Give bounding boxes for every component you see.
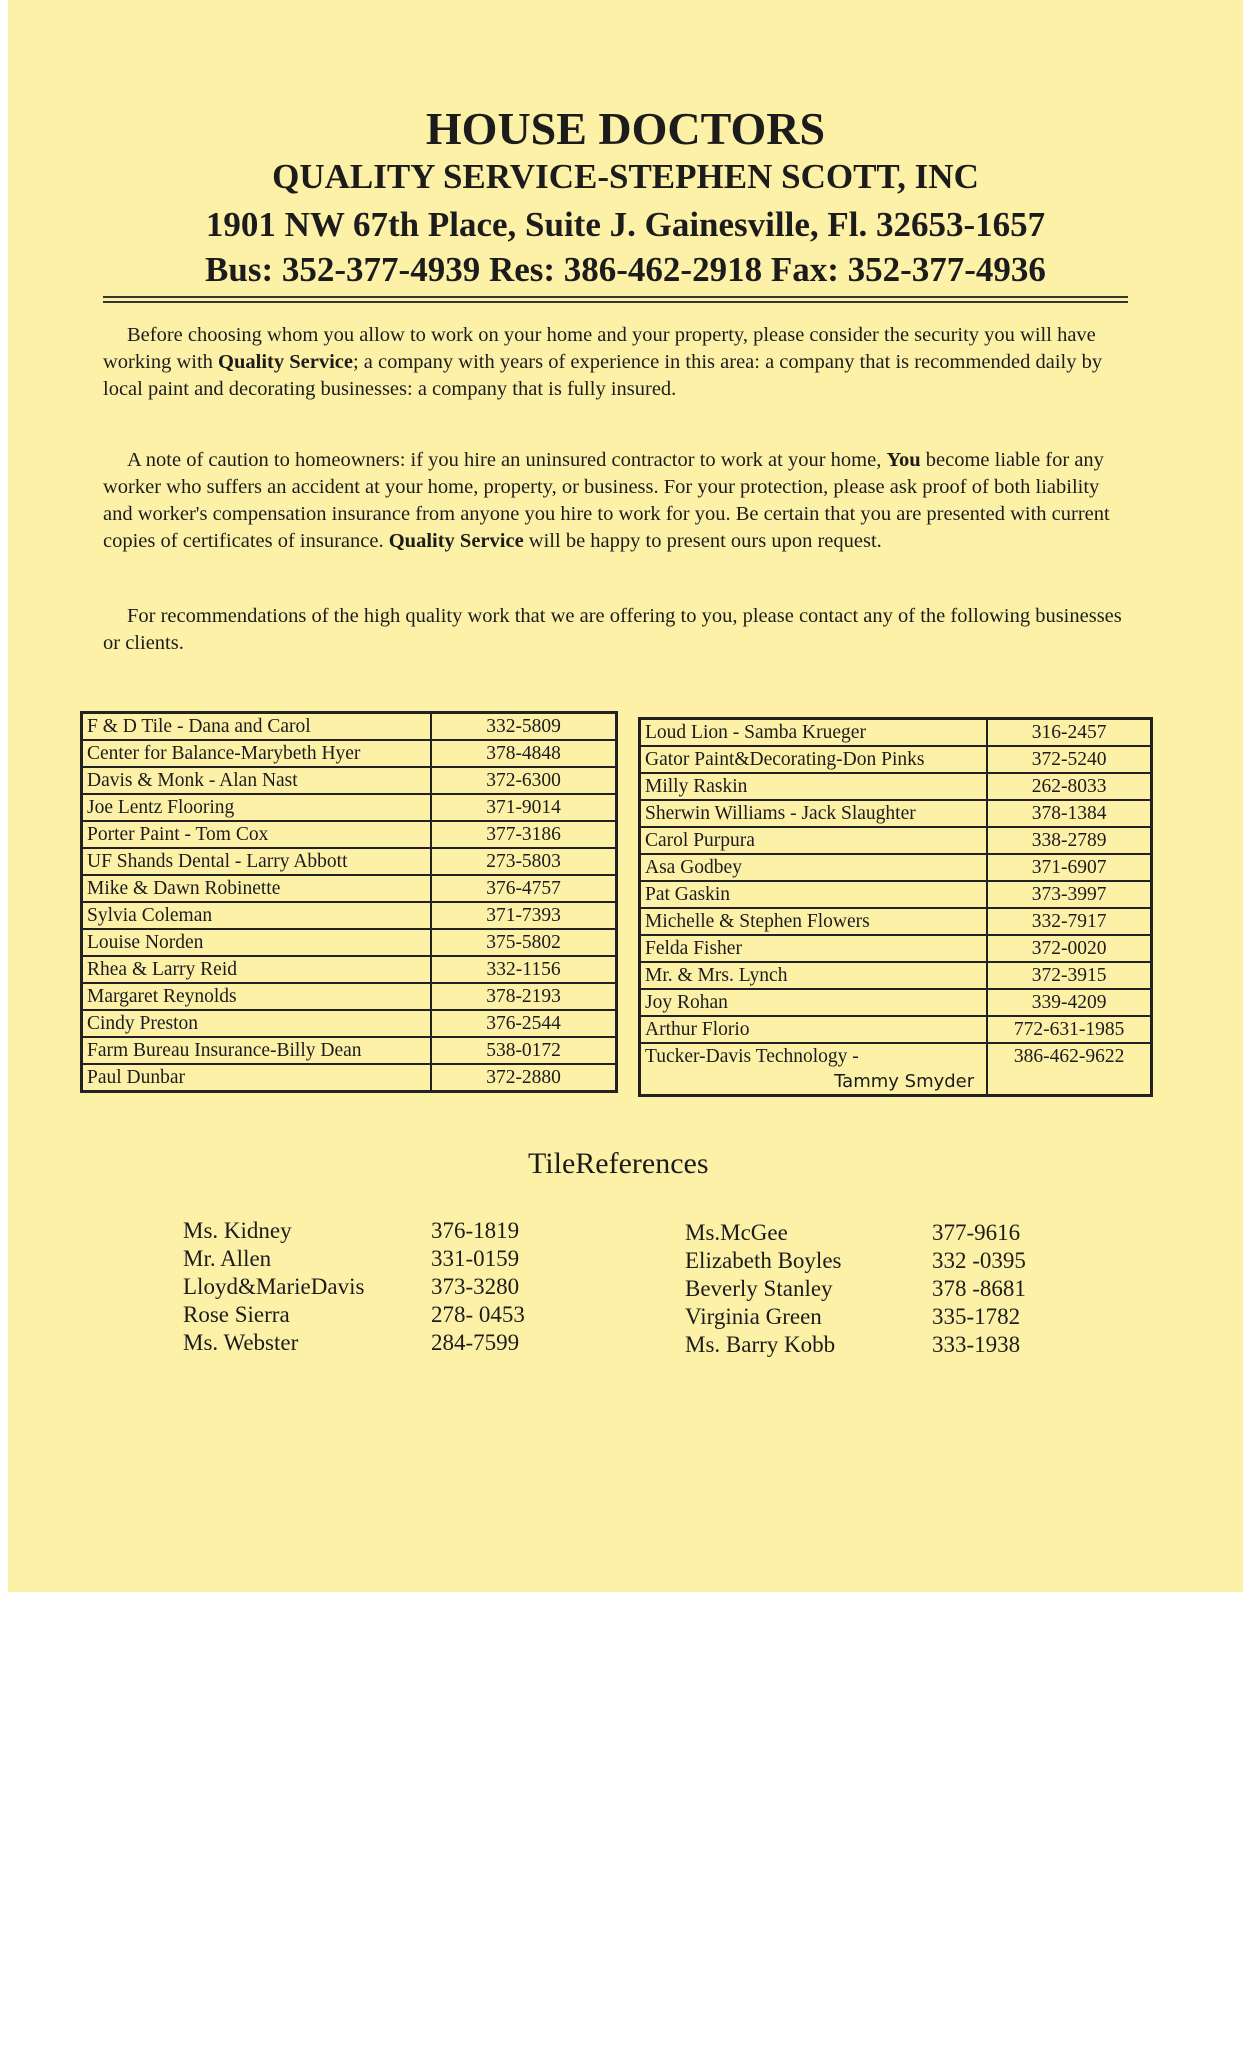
- reference-name: Sherwin Williams - Jack Slaughter: [640, 800, 988, 827]
- table-row: [82, 821, 617, 848]
- tile-reference-name: Ms.McGee: [685, 1220, 788, 1245]
- reference-phone: 372-2880: [431, 1064, 616, 1092]
- tile-reference-name: Mr. Allen: [183, 1246, 272, 1271]
- p2-bold-2: Quality Service: [388, 530, 524, 552]
- tile-reference-name: Ms. Kidney: [183, 1218, 292, 1243]
- reference-phone: 376-4757: [431, 875, 616, 902]
- tile-reference-name: Virginia Green: [685, 1304, 822, 1329]
- table-row: [82, 794, 617, 821]
- reference-name: Farm Bureau Insurance-Billy Dean: [82, 1037, 432, 1064]
- table-row: [640, 881, 1152, 908]
- table-row: [640, 773, 1152, 800]
- table-row: [640, 962, 1152, 989]
- p2-text-b: become liable for any worker who suffers an accident at your home, property, or business. For your protection, please ask proof of both liability and worker's compensation insurance from anyone you hire to work for you. Be certain that you are presented with current copies of certificates of insurance.: [103, 449, 1110, 552]
- reference-name: Carol Purpura: [640, 827, 988, 854]
- table-row: [640, 854, 1152, 881]
- company-title: HOUSE DOCTORS: [425, 103, 826, 154]
- document-page: [8, 0, 1243, 1592]
- reference-name: Margaret Reynolds: [82, 983, 432, 1010]
- reference-name: Mike & Dawn Robinette: [82, 875, 432, 902]
- reference-phone: 372-5240: [987, 746, 1151, 773]
- reference-name: Joy Rohan: [640, 989, 988, 1016]
- reference-name: Paul Dunbar: [82, 1064, 432, 1092]
- header-rule-bottom: [103, 301, 1128, 303]
- reference-phone: 377-3186: [431, 821, 616, 848]
- reference-phone: 376-2544: [431, 1010, 616, 1037]
- table-row: [640, 1016, 1152, 1043]
- table-row: [82, 1010, 617, 1037]
- reference-name: Tucker-Davis Technology -: [645, 1046, 859, 1067]
- reference-name-cell: [640, 1043, 988, 1096]
- reference-name: Gator Paint&Decorating-Don Pinks: [640, 746, 988, 773]
- tile-reference-phone: 376-1819: [431, 1218, 520, 1243]
- reference-contact: Tammy Smyder: [834, 1071, 975, 1092]
- table-row: [640, 989, 1152, 1016]
- tile-reference-name: Beverly Stanley: [685, 1276, 833, 1301]
- reference-name: Davis & Monk - Alan Nast: [82, 767, 432, 794]
- reference-name: Asa Godbey: [640, 854, 988, 881]
- references-table-left: [80, 711, 618, 1093]
- p2-text-a: A note of caution to homeowners: if you hire an uninsured contractor to work at your home,: [127, 449, 887, 471]
- table-row: [640, 800, 1152, 827]
- table-row: [640, 719, 1152, 747]
- reference-phone: 316-2457: [987, 719, 1151, 747]
- company-subtitle: QUALITY SERVICE-STEPHEN SCOTT, INC: [272, 157, 979, 196]
- p1-bold: Quality Service: [218, 351, 353, 373]
- reference-phone: 375-5802: [431, 929, 616, 956]
- reference-phone: 273-5803: [431, 848, 616, 875]
- reference-name: Mr. & Mrs. Lynch: [640, 962, 988, 989]
- tile-reference-phone: 378 -8681: [932, 1276, 1026, 1301]
- table-row: [82, 740, 617, 767]
- reference-phone: 372-6300: [431, 767, 616, 794]
- reference-phone: 386-462-9622: [987, 1043, 1151, 1096]
- tile-right-names: [685, 1219, 842, 1359]
- p1-text-b: ; a company with years of experience in this area: a company that is recommended daily by local paint and decorating businesses: a company that is fully insured.: [103, 351, 1103, 400]
- reference-name: Porter Paint - Tom Cox: [82, 821, 432, 848]
- reference-phone: 372-3915: [987, 962, 1151, 989]
- reference-phone: 338-2789: [987, 827, 1151, 854]
- reference-phone: 371-7393: [431, 902, 616, 929]
- reference-phone: 262-8033: [987, 773, 1151, 800]
- reference-phone: 372-0020: [987, 935, 1151, 962]
- table-row: [82, 956, 617, 983]
- reference-phone: 378-4848: [431, 740, 616, 767]
- reference-phone: 373-3997: [987, 881, 1151, 908]
- intro-paragraph-3: For recommendations of the high quality work that we are offering to you, please contact any of the following businesses or clients.: [103, 605, 1122, 654]
- reference-name: Felda Fisher: [640, 935, 988, 962]
- reference-name: Rhea & Larry Reid: [82, 956, 432, 983]
- tile-reference-phone: 333-1938: [932, 1332, 1021, 1357]
- tile-reference-phone: 278- 0453: [431, 1302, 525, 1327]
- tile-reference-name: Ms. Barry Kobb: [685, 1332, 836, 1357]
- table-row: [82, 767, 617, 794]
- tile-reference-phone: 332 -0395: [932, 1248, 1026, 1273]
- reference-phone: 339-4209: [987, 989, 1151, 1016]
- tile-reference-name: Ms. Webster: [183, 1330, 299, 1355]
- reference-phone: 371-9014: [431, 794, 616, 821]
- reference-name: Arthur Florio: [640, 1016, 988, 1043]
- reference-name: Michelle & Stephen Flowers: [640, 908, 988, 935]
- reference-name: Center for Balance-Marybeth Hyer: [82, 740, 432, 767]
- tile-left-phones: [431, 1217, 525, 1357]
- reference-name: Cindy Preston: [82, 1010, 432, 1037]
- reference-phone: 772-631-1985: [987, 1016, 1151, 1043]
- reference-name: Milly Raskin: [640, 773, 988, 800]
- header-rule-top: [103, 296, 1128, 298]
- table-row: [82, 875, 617, 902]
- reference-phone: 332-1156: [431, 956, 616, 983]
- tile-reference-phone: 331-0159: [431, 1246, 520, 1271]
- reference-name: F & D Tile - Dana and Carol: [82, 713, 432, 741]
- tile-reference-phone: 335-1782: [932, 1304, 1021, 1329]
- table-row: [82, 1037, 617, 1064]
- p2-bold-1: You: [886, 449, 921, 471]
- table-row: [640, 908, 1152, 935]
- table-row: [82, 929, 617, 956]
- table-row: [640, 935, 1152, 962]
- reference-phone: 332-5809: [431, 713, 616, 741]
- reference-phone: 371-6907: [987, 854, 1151, 881]
- tile-reference-name: Rose Sierra: [183, 1302, 290, 1327]
- reference-phone: 378-1384: [987, 800, 1151, 827]
- tile-reference-name: Lloyd&MarieDavis: [183, 1274, 365, 1299]
- table-row: [640, 746, 1152, 773]
- reference-name: Sylvia Coleman: [82, 902, 432, 929]
- reference-name: Joe Lentz Flooring: [82, 794, 432, 821]
- tile-left-names: [183, 1217, 364, 1357]
- tile-reference-name: Elizabeth Boyles: [685, 1248, 842, 1273]
- references-table-right: [638, 717, 1153, 1097]
- p2-text-c: will be happy to present ours upon request.: [523, 530, 882, 552]
- table-row: [82, 1064, 617, 1092]
- table-row: [82, 848, 617, 875]
- reference-phone: 538-0172: [431, 1037, 616, 1064]
- company-phones: Bus: 352-377-4939 Res: 386-462-2918 Fax: 352-377-4936: [205, 250, 1046, 289]
- tile-references-title: TileReferences: [528, 1147, 709, 1180]
- table-row: [640, 827, 1152, 854]
- reference-phone: 378-2193: [431, 983, 616, 1010]
- tile-reference-phone: 373-3280: [431, 1274, 520, 1299]
- reference-name: Pat Gaskin: [640, 881, 988, 908]
- reference-phone: 332-7917: [987, 908, 1151, 935]
- tile-right-phones: [932, 1219, 1026, 1359]
- p1-text-a: Before choosing whom you allow to work on your home and your property, please consider the security you will have working with: [103, 324, 1096, 373]
- reference-name: Loud Lion - Samba Krueger: [640, 719, 988, 747]
- table-row: [640, 1043, 1152, 1096]
- tile-reference-phone: 377-9616: [932, 1220, 1021, 1245]
- intro-paragraph-2: [103, 447, 1123, 555]
- tile-reference-phone: 284-7599: [431, 1330, 520, 1355]
- reference-name: UF Shands Dental - Larry Abbott: [82, 848, 432, 875]
- reference-name: Louise Norden: [82, 929, 432, 956]
- table-row: [82, 902, 617, 929]
- company-address: 1901 NW 67th Place, Suite J. Gainesville, Fl. 32653-1657: [205, 205, 1046, 244]
- table-row: [82, 713, 617, 741]
- intro-paragraph-1: [103, 322, 1123, 403]
- table-row: [82, 983, 617, 1010]
